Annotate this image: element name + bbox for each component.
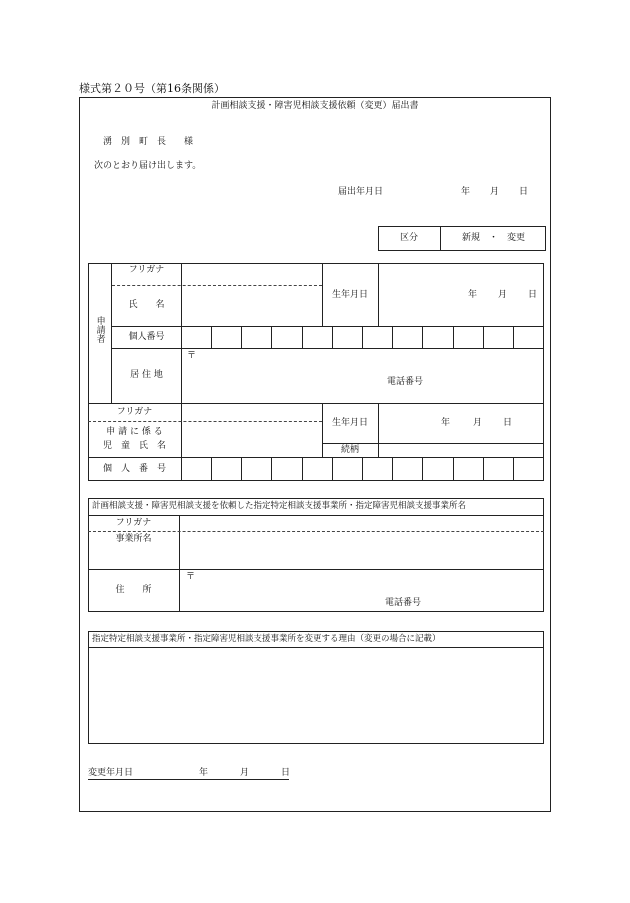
child-name-label-1: 申 請 に 係 る [106,427,163,437]
child-relation-label: 続柄 [340,445,359,455]
office-phone-label: 電話番号 [385,598,422,608]
filing-date-month: 月 [490,187,500,197]
filing-date-day: 日 [519,187,529,197]
category-options[interactable]: 新規 ・ 変更 [461,233,525,243]
applicant-phone-label: 電話番号 [387,377,424,387]
office-postal-mark: 〒 [186,572,196,582]
child-birth-year: 年 [441,418,451,428]
change-date-label: 変更年月日 [88,768,134,778]
form-title: 計画相談支援・障害児相談支援依頼（変更）届出書 [211,101,419,111]
child-furigana-label: フリガナ [116,407,153,417]
child-birth-day: 日 [503,418,513,428]
applicant-postal-mark: 〒 [187,351,197,361]
category-label: 区分 [399,233,418,243]
applicant-address-label: 居 住 地 [130,370,163,380]
intro-text: 次のとおり届け出します。 [94,161,202,171]
applicant-furigana-label: フリガナ [128,265,165,275]
child-personal-number-label: 個 人 番 号 [102,464,166,474]
reason-header: 指定特定相談支援事業所・指定障害児相談支援事業所を変更する理由（変更の場合に記載） [92,634,441,644]
applicant-birth-label: 生年月日 [331,290,368,300]
applicant-birth-month: 月 [498,290,508,300]
applicant-birth-day: 日 [528,290,538,300]
applicant-name-label: 氏 名 [128,300,165,310]
applicant-birth-year: 年 [468,290,478,300]
form-number: 様式第２０号（第16条関係） [79,82,225,95]
child-birth-label: 生年月日 [331,418,368,428]
change-date-year: 年 [199,768,209,778]
change-date-underline [88,779,289,780]
change-date-month: 月 [240,768,250,778]
office-name-label: 事業所名 [115,534,152,544]
applicant-side-label: 申請者 [94,316,105,343]
office-header: 計画相談支援・障害児相談支援を依頼した指定特定相談支援事業所・指定障害児相談支援事業所名 [92,501,467,511]
office-furigana-label: フリガナ [115,518,152,528]
child-birth-month: 月 [473,418,483,428]
child-name-label-2: 児 童 氏 名 [102,441,166,451]
filing-date-label: 届出年月日 [338,187,384,197]
applicant-personal-number-label: 個人番号 [128,332,165,342]
addressee: 湧 別 町 長 様 [103,137,194,147]
change-date-day: 日 [281,768,291,778]
filing-date-year: 年 [461,187,471,197]
office-address-label: 住 所 [115,585,152,595]
